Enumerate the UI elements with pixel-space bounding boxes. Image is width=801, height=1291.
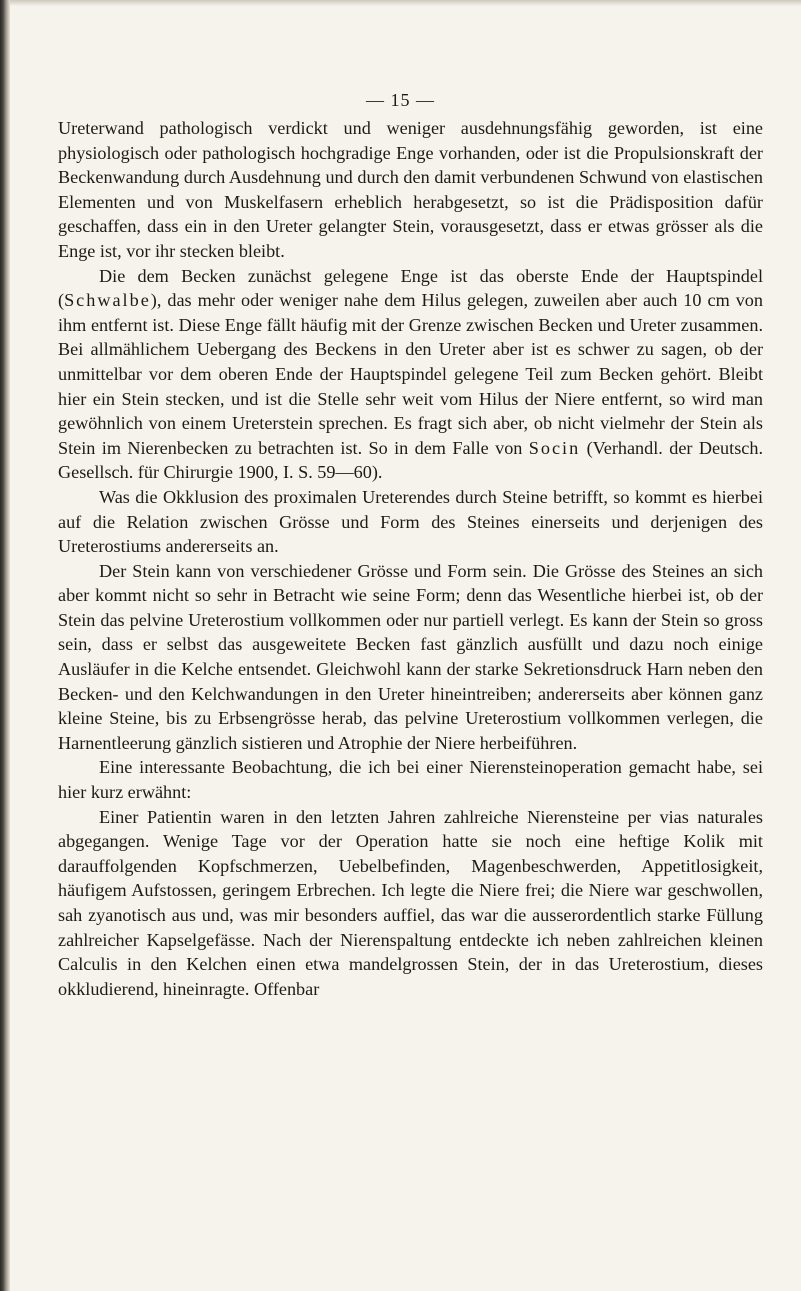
text-segment: (Verhandl. der Deutsch. Gesellsch. für Chirurgie 1900, I. S. 59—60). [58, 437, 763, 483]
text-segment: ), das mehr oder weniger nahe dem Hilus gelegen, zuweilen aber auch 10 cm von ihm entfernt ist. Diese Enge fällt häufig mit der Grenze zwischen Becken und Ureter zusammen. Bei allmählichem Uebergang des Beckens in den Ureter aber ist es schwer zu sagen, ob der unmittelbar vor dem oberen Ende der Hauptspindel gelegene Teil zum Becken gehört. Bleibt hier ein Stein stecken, und ist die Stelle sehr weit vom Hilus der Niere entfernt, so wird man gewöhnlich von einem Ureterstein sprechen. Es fragt sich aber, ob nicht vielmehr der Stein als Stein im Nierenbecken zu betrachten ist. So in dem Falle von [58, 290, 763, 458]
text-segment: Ureterwand pathologisch verdickt und weniger ausdehnungsfähig geworden, ist eine physiologisch oder pathologisch hochgradige Enge vorhanden, oder ist die Propulsionskraft der Beckenwandung durch Ausdehnung und durch den damit verbundenen Schwund von elastischen Elementen und von Muskelfasern erheblich herabgesetzt, so ist die Prädisposition dafür geschaffen, dass ein in den Ureter gelangter Stein, vorausgesetzt, dass er etwas grösser als die Enge ist, vor ihr stecken bleibt. [58, 118, 763, 261]
top-shadow [10, 0, 801, 6]
body-text [58, 116, 763, 1001]
paragraph-p3 [58, 485, 763, 559]
text-segment: Die dem Becken zunächst gelegene Enge ist das oberste Ende der Hauptspindel ( [58, 265, 763, 311]
paragraph-p6 [58, 805, 763, 1002]
paragraph-p4 [58, 559, 763, 756]
text-segment: Einer Patientin waren in den letzten Jahren zahlreiche Nierensteine per vias naturales abgegangen. Wenige Tage vor der Operation hatte sie noch eine heftige Kolik mit darauffolgenden Kopfschmerzen, Uebelbefinden, Magenbeschwerden, Appetitlosigkeit, häufigem Aufstossen, geringem Erbrechen. Ich legte die Niere frei; die Niere war geschwollen, sah zyanotisch aus und, was mir besonders auffiel, das war die ausserordentlich starke Füllung zahlreicher Kapselgefässe. Nach der Nierenspaltung entdeckte ich neben zahlreichen kleinen Calculis in den Kelchen einen etwa mandelgrossen Stein, der in das Ureterostium, dieses okkludierend, hineinragte. Offenbar [58, 806, 763, 999]
binding-edge [0, 0, 10, 1291]
paragraph-p5 [58, 755, 763, 804]
paragraph-p1 [58, 116, 763, 264]
text-segment: Der Stein kann von verschiedener Grösse und Form sein. Die Grösse des Steines an sich aber kommt nicht so sehr in Betracht wie seine Form; denn das Wesentliche hierbei ist, ob der Stein das pelvine Ureterostium vollkommen oder nur partiell verlegt. Es kann der Stein so gross sein, dass er selbst das ausgeweitete Becken fast gänzlich ausfüllt und dazu noch einige Ausläufer in die Kelche entsendet. Gleichwohl kann der starke Sekretionsdruck Harn neben den Becken- und den Kelchwandungen in den Ureter hineintreiben; andererseits aber können ganz kleine Steine, bis zu Erbsengrösse herab, das pelvine Ureterostium vollkommen verlegen, die Harnentleerung gänzlich sistieren und Atrophie der Niere herbeiführen. [58, 560, 763, 753]
text-segment: Eine interessante Beobachtung, die ich bei einer Nierensteinoperation gemacht habe, sei hier kurz erwähnt: [58, 757, 763, 803]
author-name: Socin [528, 437, 581, 458]
paragraph-p2 [58, 264, 763, 485]
page-number: — 15 — [366, 90, 435, 110]
author-name: Schwalbe [64, 290, 151, 311]
text-segment: Was die Okklusion des proximalen Ureterendes durch Steine betrifft, so kommt es hierbei auf die Relation zwischen Grösse und Form des Steines einerseits und derjenigen des Ureterostiums andererseits an. [58, 486, 763, 557]
